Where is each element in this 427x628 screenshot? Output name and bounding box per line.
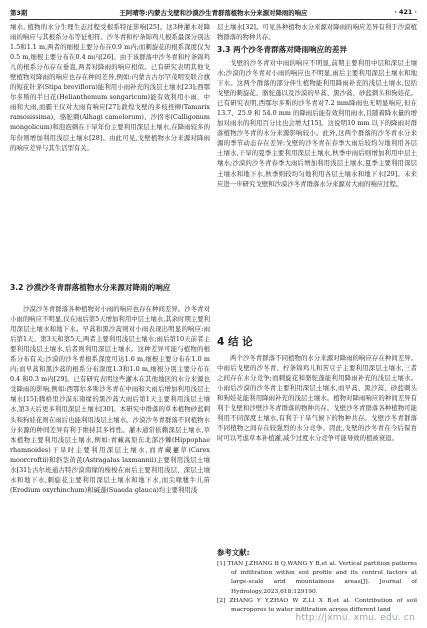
right-column — [217, 22, 417, 615]
body-paragraph: 两个沙冬青群落不同植物的水分来源对降雨的响应存在种间差异。中雨后戈壁的沙冬青、柠条锦鸡儿和苦豆子主要利用深层土壤水,三者之间存在水分竞争;而刺旋花和骆驼蓬能利用降雨补充的浅层土壤水。小雨后沙漠的沙冬青主要利用深层土壤水,而早蒿、黑沙蒿、砂蓝刺头和狗娃花能利用降雨补充的浅层土壤水。植物对降雨响应的种间差异有利于戈壁和沙壁沙冬青群落的物种共存。戈壁沙冬青群落各种植物可能利用不同深度土壤水,有利于干旱气候下的物种共存。戈壁沙冬青群落不同植物之间存在较强烈的水分竞争。因此,戈壁的沙冬青在今后保育时可以考虑草本补植灌,减少过度水分竞争可能导致的植被衰退。 — [217, 354, 417, 443]
issue-label: 第3期 — [10, 9, 28, 17]
running-header — [10, 6, 417, 20]
references-heading: 参考文献: — [217, 548, 250, 557]
body-paragraph: 戈壁的沙冬青对中雨的响应不明显,前期主要利用中层和深层土壤水;沙漠的沙冬青对小雨的响应也不明显,雨后主要利用深层土壤水和地下水。这两个群落的部分伴生植物能利用降雨补充的浅层土壤水,包括戈壁的刺旋花、骆驼蓬以及沙漠的早蒿、黑沙蒿、砂蓝刺头和狗娃花。已有研究表明,西鄂尔多斯的沙冬青对7.2 mm降雨也无明显响应,但在13.7、25.9 和 54.0 mm 的降雨后能有效利用雨水,且随着降水量的增加对雨水的利用百分比也会增大[15]。这说明10 mm 以下的降雨对群落植物沙冬青的水分来源影响较小。此外,这两个群落的沙冬青水分来源的季节动态存在差异:戈壁的沙冬青在春季大雨后较均匀地利用各层土壤水,干旱的夏季主要利用深层土壤水,秋季中雨后则增加利用中层土壤水;沙漠的沙冬青春季大雨后增加利用浅层土壤水,夏季主要利用深层土壤水和地下水,秋季则较均匀地利用各层土壤水和地下水[29]。未来应进一步研究戈壁和沙漠沙冬青群落水分来源对大雨的响应过程。 — [217, 59, 417, 188]
body-paragraph: 层土壤水[32]。可见各种植物水分来源对降雨的响应差异有利于沙漠植物群落的物种共存。 — [217, 23, 417, 42]
left-column — [10, 22, 210, 611]
running-title: 王阿晴等:内蒙古戈壁和沙漠沙生青群落植物水分来源对降雨的响应 — [119, 9, 308, 17]
section-heading-conclusion: 4 结 论 — [217, 336, 253, 348]
url-watermark: http://jxmu. xmu. edu. cn — [295, 613, 415, 623]
section-heading: 3.3 两个沙冬青群落对降雨响应的差异 — [217, 45, 348, 54]
body-paragraph: 壤水, 植物的水分生理生态过程受根系特征影响[25]。这3种灌木对降雨的响应与其根系分布等征相符。沙冬青和柠条锦鸡儿根系最深分别达1.5和1.1 m,两者的细根主要分布在0.9 m内;而刺旋花的根系深度仅为0.5 m,细根主要分布在0.4 m内[26]。由于该群落中沙冬青和柠条锦鸡儿的根系分布存在垂直,两者对降雨的响应相似。已有研究表明其他戈壁植物对降雨的响应也存在种间差异,例如:内蒙古古尔罕茂明安联合旗的短花针茅(Stipa breviflora)能利用小雨补充的浅层土壤水[23];西鄂尔多斯的半日花(Helianthemum songaricum)能有效利用小雨、中雨和大雨,而霸王仅对大雨有响应[27];敦煌戈壁的多枝柽柳(Tamarix ramosissima)、骆驼刺(Alhagi camelorum)、沙拐枣(Calligonum mongolicum)和泡泡刺在干旱年份主要利用深层土壤水,在降雨较多的年份则增加利用浅层土壤水[28]。由此可见,戈壁植物水分来源对降雨的响应差异与其生活型有关。 — [10, 23, 210, 152]
reference-item: [1] TIAN J,ZHANG B Q,WANG Y B,et al. Vertical partition patterns of infiltration within soil profile and its control factors at large-scale arid mountainous areas[J]. Journal of Hydrology,2023,618:129190. — [217, 561, 417, 595]
header-rule — [10, 19, 417, 20]
section-heading: 3.2 沙漠沙冬青群落植物水分来源对降雨的响应 — [10, 283, 171, 292]
reference-item: [2] ZHANG Y Y,ZHAO W Z,LI X B,et al. Contribution of soil macropores to water infiltration across different land — [217, 598, 417, 614]
page-number: · 421 · — [394, 8, 417, 16]
body-paragraph: 沙漠沙冬青群落各种植物对小雨的响应也存在种间差异。沙冬青对小雨的响应不明显,仅在雨后第5天增加利用中层土壤水,其余时期主要利用深层土壤水和地下水。早蒿和黑沙蒿则对小雨表现出明显的响应:雨后第1天、第3天和第5天,两者主要利用浅层土壤水;雨后第10天前者主要利用浅层土壤水,后者则利用深层土壤水。这种差异可能与植物的根系分布有关;沙漠的沙冬青根系深度可达1.6 m,细根主要分布在1.0 m内;而早蒿和黑沙蒿的根系分布深度1.3和1.0 m,细根分别主要分布在0.4 和0.3 m内[29]。已有研究表明这些灌木在其他地区的水分来源也受降雨的影响,例如:西鄂尔多斯沙冬青在中雨和大雨后增加利用浅层土壤水[15];腾格里沙漠东南缘的黑沙蒿大雨后第1天主要利用浅层土壤水,第3天后更多利用深层土壤水[30]。本研究中群落的草本植物砂蓝刺头和狗娃花则在雨后也能利用浅层土壤水。沙漠沙冬青群落不同植物水分来源的种间差异有利于维持其多样性。灌木通常依赖深层土壤水,草本植物主要利用浅层土壤水,例如:青藏高原东北部沙棘(Hippophae rhamnoides)干旱时主要利用深层土壤水,而青藏薹草(Carex moorcroftii)和斜茎黄芪(Astragalus laxmannii)主要利用浅层土壤水[31];古尔班通古特沙漠南缘的梭梭在雨后主要利用浅层、深层土壤水和地下水,刺旋花主要利用深层土壤水和地下水,而尖喙牻牛儿苗(Erodium oxyrhinchum)和碱蓬(Suaeda glauca)均主要利用浅 — [10, 305, 210, 494]
